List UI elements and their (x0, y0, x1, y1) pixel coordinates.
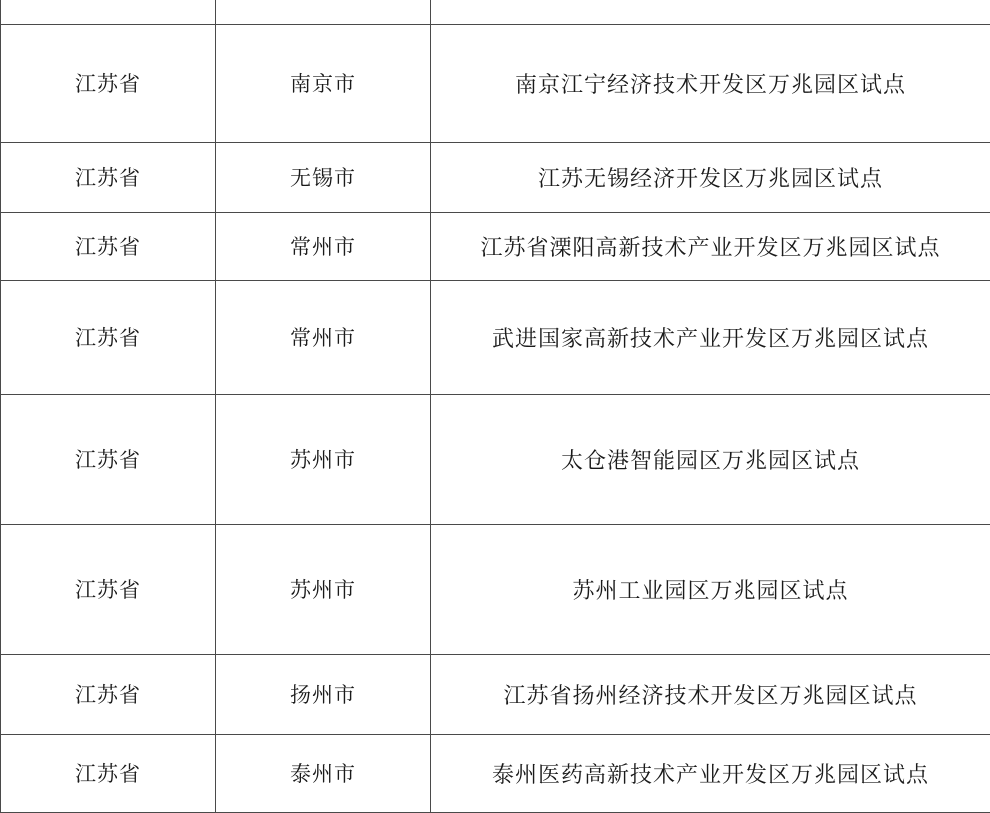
cell-province: 江苏省 (1, 280, 216, 394)
cell-province-clipped (1, 0, 216, 24)
table-row (1, 24, 990, 142)
table-row (1, 142, 990, 212)
cell-project: 太仓港智能园区万兆园区试点 (431, 394, 990, 524)
table-row-clipped (1, 0, 990, 24)
cell-province: 江苏省 (1, 142, 216, 212)
table-row (1, 394, 990, 524)
cell-city: 常州市 (216, 280, 431, 394)
cell-province: 江苏省 (1, 734, 216, 812)
cell-project: 南京江宁经济技术开发区万兆园区试点 (431, 24, 990, 142)
cell-project: 苏州工业园区万兆园区试点 (431, 524, 990, 654)
cell-province: 江苏省 (1, 654, 216, 734)
cell-project: 泰州医药高新技术产业开发区万兆园区试点 (431, 734, 990, 812)
cell-project: 江苏省扬州经济技术开发区万兆园区试点 (431, 654, 990, 734)
cell-city-clipped (216, 0, 431, 24)
cell-province: 江苏省 (1, 394, 216, 524)
table-row (1, 734, 990, 812)
cell-project: 江苏无锡经济开发区万兆园区试点 (431, 142, 990, 212)
cell-province: 江苏省 (1, 24, 216, 142)
table-row (1, 524, 990, 654)
cell-city: 常州市 (216, 212, 431, 280)
table-body (1, 0, 990, 812)
cell-city: 无锡市 (216, 142, 431, 212)
table-row (1, 212, 990, 280)
cell-city: 扬州市 (216, 654, 431, 734)
cell-city: 泰州市 (216, 734, 431, 812)
cell-project: 江苏省溧阳高新技术产业开发区万兆园区试点 (431, 212, 990, 280)
cell-project: 武进国家高新技术产业开发区万兆园区试点 (431, 280, 990, 394)
cell-province: 江苏省 (1, 212, 216, 280)
cell-city: 苏州市 (216, 524, 431, 654)
cell-city: 苏州市 (216, 394, 431, 524)
cell-project-clipped (431, 0, 990, 24)
cell-province: 江苏省 (1, 524, 216, 654)
table-row (1, 280, 990, 394)
table-row (1, 654, 990, 734)
cell-city: 南京市 (216, 24, 431, 142)
